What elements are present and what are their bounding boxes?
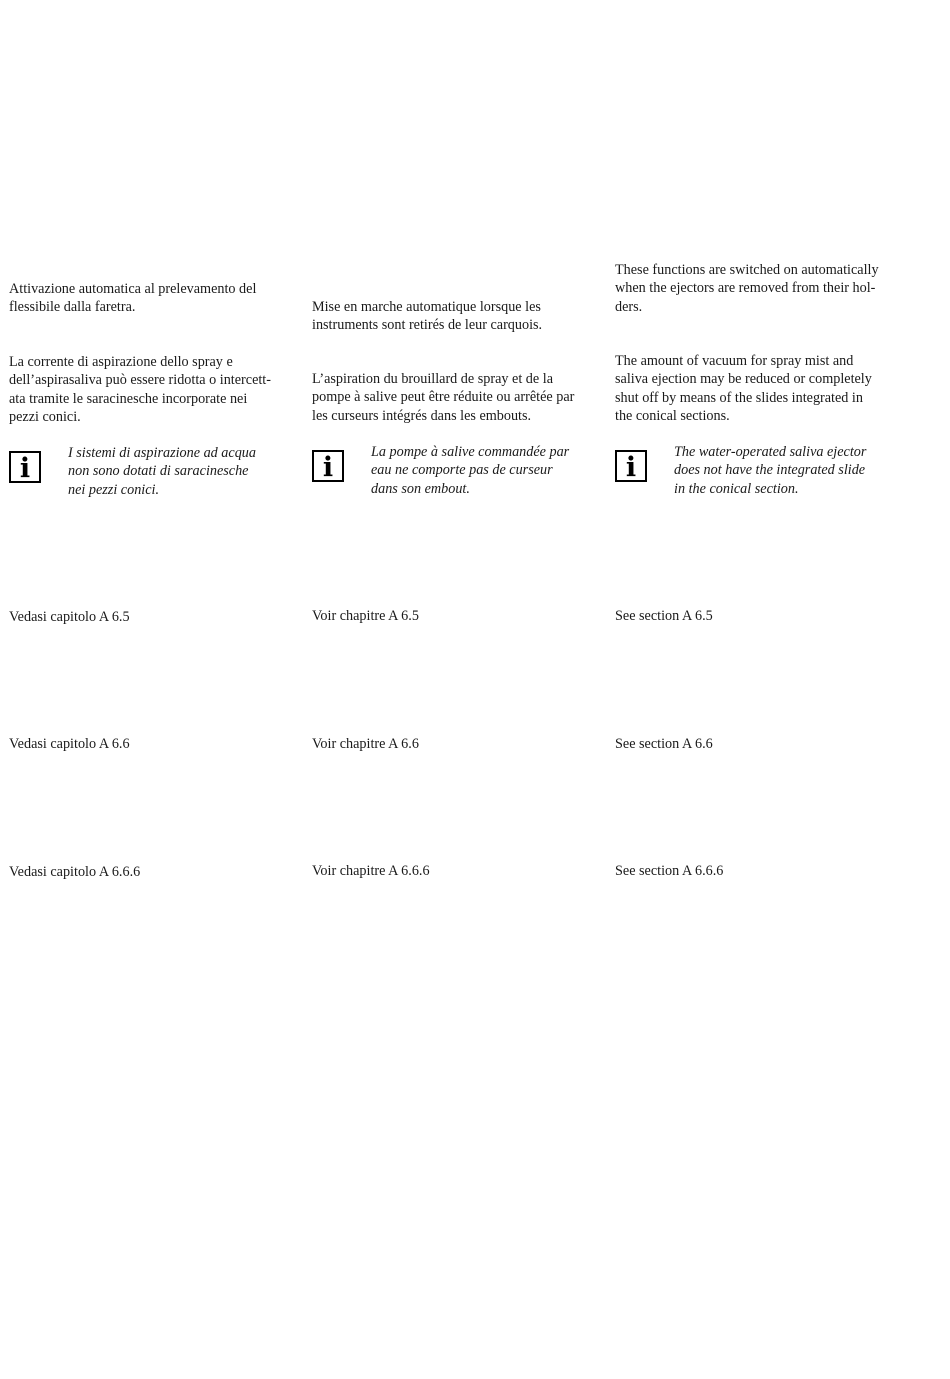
info-note-text: The water-operated saliva ejector does not have the integrated slide in the conical section. [674,444,867,497]
suction-control-text: The amount of vacuum for spray mist and saliva ejection may be reduced or completely shut off by means of the slides integrated in the conical sections. [615,353,872,425]
suction-control-text: L’aspiration du brouillard de spray et de la pompe à salive peut être réduite ou arrêtée par les curseurs intégrés dans les embouts. [312,371,575,424]
french-column [312,0,597,1379]
auto-activation-text: Mise en marche automatique lorsque les instruments sont retirés de leur carquois. [312,299,543,334]
reference-a66: See section A 6.6 [615,736,713,752]
reference-a666: See section A 6.6.6 [615,863,724,879]
info-icon-glyph: i [19,453,31,484]
reference-a66: Vedasi capitolo A 6.6 [9,736,130,752]
english-column [615,0,900,1379]
reference-a666: Voir chapitre A 6.6.6 [312,863,430,879]
info-icon [615,450,647,482]
suction-control-text: La corrente di aspirazione dello spray e dell’aspirasaliva può essere ridotta o intercett- ata tramite le saracinesche incorporate nei pezzi conici. [9,354,271,426]
reference-a65: Voir chapitre A 6.5 [312,608,419,624]
reference-a666: Vedasi capitolo A 6.6.6 [9,864,141,880]
reference-a65: Vedasi capitolo A 6.5 [9,609,130,625]
reference-a66: Voir chapitre A 6.6 [312,736,419,752]
info-note-text: I sistemi di aspirazione ad acqua non sono dotati di saracinesche nei pezzi conici. [68,445,256,498]
info-icon-glyph: i [322,452,334,483]
auto-activation-text: Attivazione automatica al prelevamento del flessibile dalla faretra. [9,281,257,316]
info-icon-glyph: i [625,452,637,483]
italian-column [9,0,294,1379]
auto-activation-text: These functions are switched on automatically when the ejectors are removed from their hol- ders. [615,262,879,315]
info-icon [312,450,344,482]
info-note-text: La pompe à salive commandée par eau ne comporte pas de curseur dans son embout. [371,444,570,497]
info-icon [9,451,41,483]
reference-a65: See section A 6.5 [615,608,713,624]
